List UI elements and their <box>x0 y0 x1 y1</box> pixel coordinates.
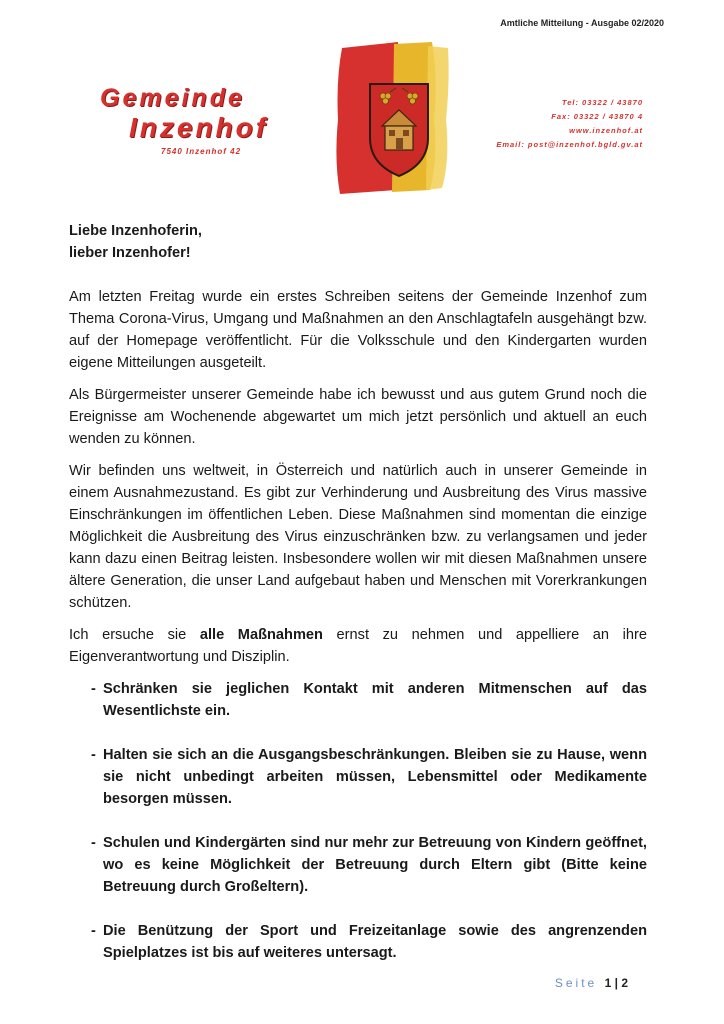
list-item <box>69 832 647 898</box>
list-item <box>69 920 647 964</box>
list-dash: - <box>91 747 96 763</box>
list-item-text: Schulen und Kindergärten sind nur mehr zur Betreuung von Kindern geöffnet, wo es keine Möglichkeit der Betreuung durch Eltern gibt (Bitte keine Betreuung durch Großeltern). <box>103 835 647 895</box>
footer-separator: | <box>614 976 618 990</box>
list-item-text: Halten sie sich an die Ausgangsbeschränkungen. Bleiben sie zu Hause, wenn sie nicht unbedingt arbeiten müssen, Lebensmittel oder Medikamente besorgen müssen. <box>103 747 647 807</box>
issue-header: Amtliche Mitteilung - Ausgabe 02/2020 <box>500 18 664 28</box>
greeting <box>69 220 647 264</box>
list-dash: - <box>91 681 96 697</box>
logo-name-inzenhof: Inzenhof <box>129 112 269 143</box>
greeting-line-1: Liebe Inzenhoferin, <box>69 223 202 239</box>
list-item <box>69 744 647 810</box>
footer-page-current: 1 <box>604 976 612 990</box>
measures-list <box>69 678 647 964</box>
list-item-text: Schränken sie jeglichen Kontakt mit anderen Mitmenschen auf das Wesentlichste ein. <box>103 681 647 719</box>
paragraph-4 <box>69 624 647 668</box>
letter-body <box>69 220 647 986</box>
paragraph-3: Wir befinden uns weltweit, in Österreich und natürlich auch in unserer Gemeinde in einem Ausnahmezustand. Es gibt zur Verhinderung und Ausbreitung des Virus massive Einschränkungen im öffentlichen Leben. Diese Maßnahmen sind momentan die einzige Möglichkeit die Ausbreitung des Virus einzuschränken bzw. zu verlangsamen und jeder kann dazu einen Beitrag leisten. Insbesondere wollen wir mit diesen Maßnahmen unsere ältere Generation, die unser Land aufgebaut haben und Menschen mit Vorerkrankungen schützen. <box>69 463 647 611</box>
paragraph-1: Am letzten Freitag wurde ein erstes Schreiben seitens der Gemeinde Inzenhof zum Thema Corona-Virus, Umgang und Maßnahmen an den Anschlagtafeln ausgehängt bzw. auf der Homepage veröffentlicht. Für die Volksschule und den Kindergarten wurden eigene Mitteilungen ausgeteilt. <box>69 289 647 371</box>
paragraph-4-emphasis: alle Maßnahmen <box>199 627 323 643</box>
list-item-text: Die Benützung der Sport und Freizeitanlage sowie des angrenzenden Spielplatzes ist bis auf weiteres untersagt. <box>103 923 647 961</box>
contact-web[interactable]: www.inzenhof.at <box>569 126 643 135</box>
footer-seite-label: Seite <box>554 976 598 990</box>
paragraph-4-end: ernst zu nehmen und appelliere an ihre Eigenverantwortung und Disziplin. <box>69 627 647 665</box>
list-dash: - <box>91 835 96 851</box>
contact-tel: Tel: 03322 / 43870 <box>561 98 643 107</box>
page-footer <box>555 976 628 990</box>
contact-email[interactable]: Email: post@inzenhof.bgld.gv.at <box>496 140 643 149</box>
greeting-line-2: lieber Inzenhofer! <box>69 245 191 261</box>
contact-fax: Fax: 03322 / 43870 4 <box>551 112 643 121</box>
list-dash: - <box>91 923 96 939</box>
logo-name-gemeinde: Gemeinde <box>100 84 245 112</box>
paragraph-4-start: Ich ersuche sie <box>69 627 200 643</box>
coat-of-arms-flag <box>320 40 470 195</box>
municipality-logo <box>95 40 643 200</box>
footer-page-total: 2 <box>621 976 628 990</box>
logo-address: 7540 Inzenhof 42 <box>161 147 242 156</box>
list-item <box>69 678 647 722</box>
paragraph-2: Als Bürgermeister unserer Gemeinde habe ich bewusst und aus gutem Grund noch die Ereignisse am Wochenende abgewartet um mich jetzt persönlich und aktuell an euch wenden zu können. <box>69 387 647 447</box>
contact-block <box>463 96 643 152</box>
